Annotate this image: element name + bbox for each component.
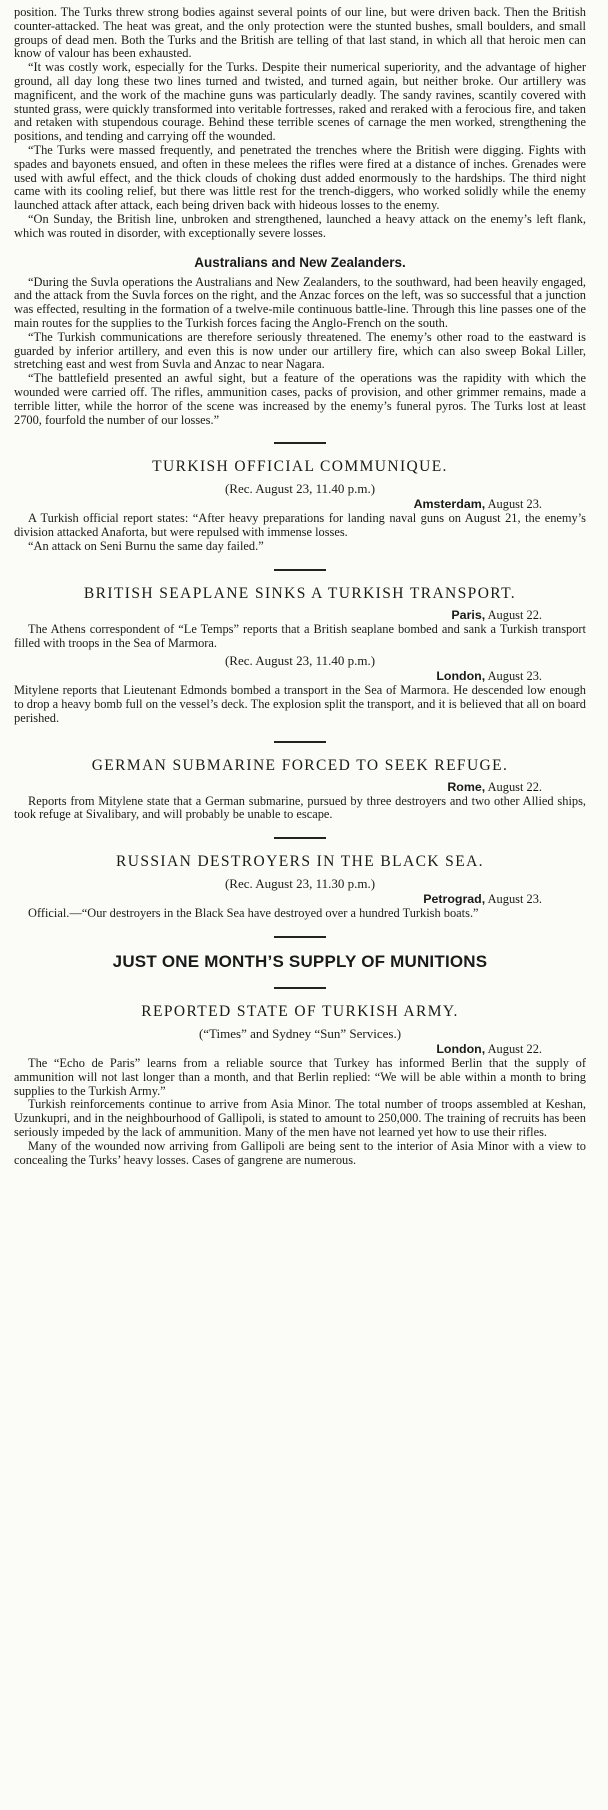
dateline: [14, 608, 542, 623]
anzac-section: [14, 255, 586, 428]
paragraph: Turkish reinforcements continue to arrive from Asia Minor. The total number of troops assembled at Keshan, Uzunkupri, and in the neighbourhood of Gallipoli, is stated to amount to 250,000. The training of recruits has been seriously impeded by the lack of ammunition. Many of the men have not learned yet how to use their rifles.: [14, 1097, 586, 1140]
dateline-date: August 23.: [487, 892, 542, 907]
received-line: (Rec. August 23, 11.40 p.m.): [224, 481, 376, 497]
article-headline: JUST ONE MONTH’S SUPPLY OF MUNITIONS: [112, 952, 488, 972]
dateline-city: Paris,: [451, 607, 486, 622]
destroyers-article: [14, 853, 586, 921]
article-subheadline: REPORTED STATE OF TURKISH ARMY.: [141, 1003, 459, 1021]
dateline-date: August 23.: [487, 497, 542, 512]
dateline-date: August 22.: [487, 1042, 542, 1057]
paragraph: Many of the wounded now arriving from Gallipoli are being sent to the interior of Asia Minor with a view to concealing the Turks’ heavy losses. Cases of gangrene are numerous.: [14, 1138, 586, 1167]
paragraph: “The Turkish communications are therefore seriously threatened. The enemy’s other road to the eastward is guarded by inferior artillery, and even this is now under our artillery fire, which can also sweep Bokal Liller, stretching east and west from Suvla and Anzac to near Nagara.: [14, 329, 586, 372]
section-subheading: Australians and New Zealanders.: [194, 254, 406, 270]
submarine-article: [14, 757, 586, 823]
dateline-city: London,: [436, 1042, 486, 1057]
received-line: (Rec. August 23, 11.40 p.m.): [224, 653, 376, 669]
paragraph: A Turkish official report states: “After heavy preparations for landing naval guns on August 21, the enemy’s division attacked Anaforta, but were repulsed with immense losses.: [14, 511, 586, 540]
dateline-date: August 22.: [487, 779, 542, 794]
article-headline: GERMAN SUBMARINE FORCED TO SEEK REFUGE.: [91, 756, 509, 774]
article-continuation: [14, 6, 586, 241]
dateline-date: August 22.: [487, 607, 542, 622]
dateline-city: London,: [436, 669, 486, 684]
article-headline: RUSSIAN DESTROYERS IN THE BLACK SEA.: [116, 853, 484, 871]
dateline-city: Petrograd,: [423, 892, 486, 907]
divider-rule: [274, 569, 326, 571]
divider-rule: [274, 837, 326, 839]
turkish-communique-article: [14, 458, 586, 553]
paragraph: The Athens correspondent of “Le Temps” reports that a British seaplane bombed and sank a Turkish transport filled with troops in the Sea of Marmora.: [14, 621, 586, 650]
divider-rule: [274, 936, 326, 938]
paragraph: “On Sunday, the British line, unbroken and strengthened, launched a heavy attack on the enemy’s left flank, which was routed in disorder, with exceptionally severe losses.: [14, 211, 586, 240]
article-headline: BRITISH SEAPLANE SINKS A TURKISH TRANSPORT.: [83, 584, 517, 602]
paragraph: “The battlefield presented an awful sight, but a feature of the operations was the rapidity with which the wounded were carried off. The rifles, ammunition cases, packs of provision, and other grimmer remains, made a terrible litter, while the horror of the scene was increased by the enemy’s funeral pyros. The Turks lost at least 2700, fourfold the number of our losses.”: [14, 371, 586, 427]
dateline: [14, 892, 542, 907]
paragraph: The “Echo de Paris” learns from a reliable source that Turkey has informed Berlin that the supply of ammunition will not last longer than a month, and that Berlin replied: “We will be able within a month to bring supplies to the Turkish Army.”: [14, 1056, 586, 1098]
paragraph: “During the Suvla operations the Australians and New Zealanders, to the southward, had been heavily engaged, and the attack from the Suvla forces on the right, and the Anzac forces on the left, was so successful that a junction was effected, resulting in the formation of a twelve-mile continuous battle-line. Through this line passes one of the main routes for the supplies to the Turkish forces facing the Anglo-French on the south.: [14, 274, 586, 330]
article-headline: TURKISH OFFICIAL COMMUNIQUE.: [152, 458, 448, 476]
divider-rule: [274, 741, 326, 743]
dateline-city: Amsterdam,: [413, 497, 486, 512]
paragraph: “An attack on Seni Burnu the same day failed.”: [28, 538, 264, 553]
paragraph: Reports from Mitylene state that a German submarine, pursued by three destroyers and two other Allied ships, took refuge at Sivalibary, and will probably be unable to escape.: [14, 793, 586, 822]
divider-rule: [274, 442, 326, 444]
paragraph: “The Turks were massed frequently, and penetrated the trenches where the British were digging. Fights with spades and bayonets ensued, and often in these melees the rifles were fired at a distance of inches. Grenades were used with awful effect, and the thick clouds of choking dust added enormously to the hardships. The third night came with its cooling relief, but there was little rest for the trench-diggers, who worked solidly while the enemy launched attack after attack, each being driven back with hideous losses to the enemy.: [14, 142, 586, 213]
paragraph: “It was costly work, especially for the Turks. Despite their numerical superiority, and the advantage of higher ground, all day long these two lines turned and twisted, and turned again, but neither broke. Our artillery was magnificent, and the work of the machine guns was particularly deadly. The sandy ravines, scantily covered with stunted grass, were quickly transformed into veritable fortresses, raked and reraked with a ferocious fire, and taken and retaken with stupendous courage. Behind these terrible scenes of carnage the men worked, strengthening the positions, and tending and carrying off the wounded.: [14, 60, 586, 144]
dateline: [14, 780, 542, 795]
dateline: [14, 497, 542, 512]
dateline: [14, 1042, 542, 1057]
munitions-article: [14, 952, 586, 1167]
received-line: (Rec. August 23, 11.30 p.m.): [224, 876, 376, 892]
paragraph: position. The Turks threw strong bodies against several points of our line, but were driven back. Then the British counter-attacked. The heat was great, and the only protection were the stunted bushes, small boulders, and small groups of dead men. Both the Turks and the British are telling of that last stand, in which all that heroic men can know of valour has been exhausted.: [14, 5, 586, 61]
seaplane-article: [14, 585, 586, 726]
divider-rule: [274, 987, 326, 989]
dateline: [14, 669, 542, 684]
paragraph: Official.—“Our destroyers in the Black Sea have destroyed over a hundred Turkish boats.”: [28, 906, 479, 921]
paragraph: Mitylene reports that Lieutenant Edmonds bombed a transport in the Sea of Marmora. He descended low enough to drop a heavy bomb full on the vessel’s deck. The explosion split the transport, and it is believed that all on board perished.: [14, 683, 586, 725]
dateline-date: August 23.: [487, 669, 542, 684]
dateline-city: Rome,: [447, 779, 486, 794]
services-line: (“Times” and Sydney “Sun” Services.): [198, 1026, 402, 1042]
